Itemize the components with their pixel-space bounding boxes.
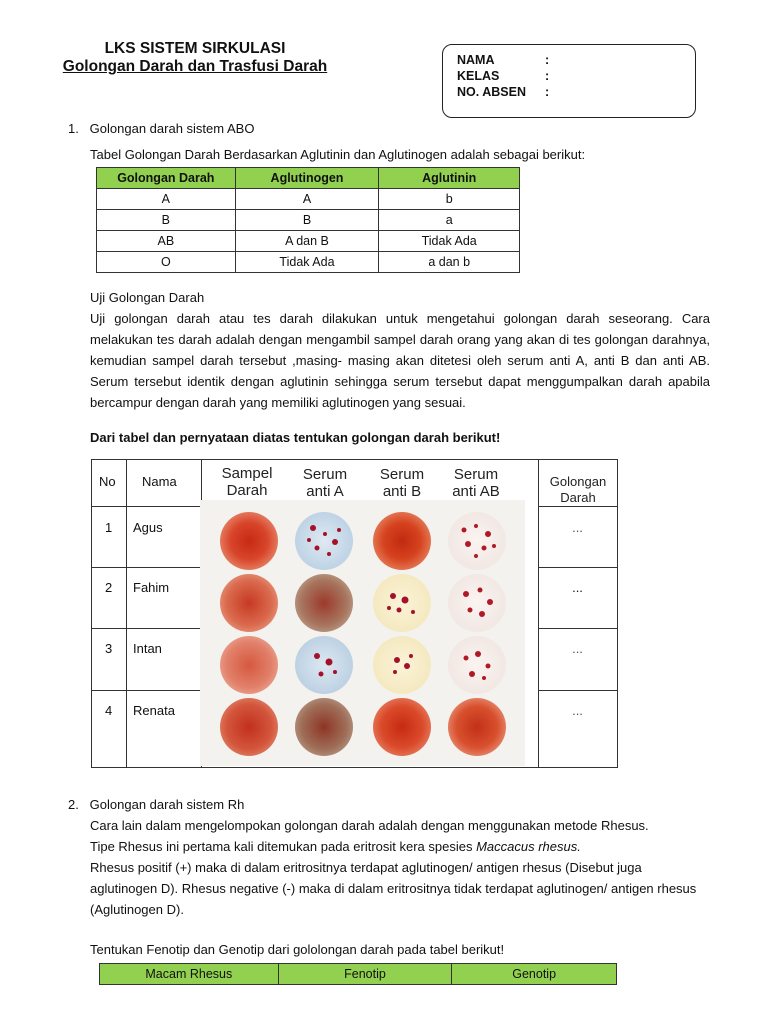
header-line: Sampel: [221, 465, 273, 482]
clump-dots-icon: [373, 636, 431, 694]
page-title: LKS SISTEM SIRKULASI: [104, 40, 286, 57]
row-divider: [538, 567, 617, 568]
table-cell: A: [97, 189, 236, 210]
sample-drop-icon: [220, 574, 278, 632]
header-line: Golongan: [549, 474, 607, 489]
answer-blank[interactable]: ...: [572, 580, 583, 595]
table-cell: O: [97, 252, 236, 273]
identity-colon: :: [545, 53, 550, 67]
header-line: anti A: [306, 483, 344, 500]
identity-box: [442, 44, 696, 118]
section2-instruction: Tentukan Fenotip dan Genotip dari gololongan darah pada tabel berikut!: [90, 942, 505, 957]
test-paragraph: Uji golongan darah atau tes darah dilakukan untuk mengetahui golongan darah seseorang. Cara melakukan tes darah adalah dengan mengambil sampel darah orang yang akan di tes golongan darahnya, kemudian sampel darah tersebut ,masing- masing akan ditetesi oleh serum anti A, anti B dan anti AB. Serum tersebut identik dengan aglutinin sehingga serum tersebut dapat menggumpalkan darah apabila bercampur dengan darah yang memiliki aglutinogen yang sesuai.: [90, 311, 710, 410]
clump-dots-icon: [448, 512, 506, 570]
table-cell: a dan b: [379, 252, 520, 273]
answer-blank[interactable]: ...: [572, 641, 583, 656]
anti-b-agglutinated-icon: [373, 574, 431, 632]
identity-colon: :: [545, 69, 550, 83]
identity-colon: :: [545, 85, 550, 99]
identity-row-absen: [443, 85, 695, 101]
sample-drop-icon: [220, 512, 278, 570]
species-name: Maccacus rhesus.: [476, 839, 581, 854]
header-line: anti AB: [452, 483, 500, 500]
rhesus-line2-text: Tipe Rhesus ini pertama kali ditemukan pada eritrosit kera spesies: [90, 839, 477, 854]
col-header-anti-a: [284, 466, 366, 500]
row-divider: [92, 567, 201, 568]
clump-dots-icon: [373, 574, 431, 632]
table-row: [97, 210, 520, 231]
rhesus-table-header: [100, 964, 617, 985]
abo-header-cell: Aglutinin: [379, 168, 520, 189]
anti-a-agglutinated-icon: [295, 636, 353, 694]
abo-table-header: [97, 168, 520, 189]
col-header-sampel: [206, 465, 288, 499]
sample-drop-icon: [220, 636, 278, 694]
header-line: Darah: [560, 490, 596, 505]
rhesus-header-cell: Macam Rhesus: [100, 964, 279, 985]
row-divider: [92, 506, 201, 507]
clump-dots-icon: [295, 512, 353, 570]
rhesus-header-cell: Genotip: [452, 964, 617, 985]
anti-a-agglutinated-icon: [295, 512, 353, 570]
identity-label: NO. ABSEN: [457, 85, 526, 99]
col-header-anti-ab: [435, 466, 517, 500]
table-row: [97, 231, 520, 252]
col-header-golongan: [540, 474, 616, 506]
col-header-anti-b: [361, 466, 443, 500]
row-name: Fahim: [133, 580, 170, 595]
row-divider: [538, 506, 617, 507]
row-divider: [92, 690, 201, 691]
table-cell: a: [379, 210, 520, 231]
anti-a-drop-icon: [295, 698, 353, 756]
header-line: Serum: [379, 466, 425, 483]
rhesus-line1: Cara lain dalam mengelompokan golongan darah adalah dengan menggunakan metode Rhesus.: [90, 818, 649, 833]
section1-instruction: Dari tabel dan pernyataan diatas tentukan golongan darah berikut!: [90, 430, 501, 445]
header-line: anti B: [382, 483, 422, 500]
row-number: 2: [105, 580, 113, 595]
identity-row-nama: [443, 53, 695, 69]
identity-label: KELAS: [457, 69, 500, 83]
row-name: Intan: [133, 641, 162, 656]
header-line: Darah: [226, 482, 268, 499]
abo-header-cell: Golongan Darah: [97, 168, 236, 189]
row-divider: [538, 690, 617, 691]
table-cell: Tidak Ada: [379, 231, 520, 252]
answer-blank[interactable]: ...: [572, 703, 583, 718]
table-cell: A: [235, 189, 379, 210]
rhesus-table: [99, 963, 617, 985]
table-cell: B: [97, 210, 236, 231]
row-number: 3: [105, 641, 113, 656]
anti-ab-agglutinated-icon: [448, 512, 506, 570]
rhesus-paragraph: Rhesus positif (+) maka di dalam eritrositnya terdapat aglutinogen/ antigen rhesus (Disebut juga aglutinogen D). Rhesus negative (-) maka di dalam eritrositnya tidak terdapat aglutinogen/ antigen rhesus (Aglutinogen D).: [90, 860, 697, 917]
sample-drop-icon: [220, 698, 278, 756]
clump-dots-icon: [448, 574, 506, 632]
table-cell: AB: [97, 231, 236, 252]
rhesus-line2: [90, 836, 581, 857]
anti-a-drop-icon: [295, 574, 353, 632]
table-cell: B: [235, 210, 379, 231]
row-name: Agus: [133, 520, 163, 535]
row-number: 4: [105, 703, 113, 718]
row-divider: [92, 628, 201, 629]
table-row: [97, 189, 520, 210]
anti-b-drop-icon: [373, 512, 431, 570]
abo-table: [96, 167, 520, 273]
abo-header-cell: Aglutinogen: [235, 168, 379, 189]
section1-heading: 1. Golongan darah sistem ABO: [68, 121, 255, 136]
col-header-nama: Nama: [142, 474, 177, 489]
table-cell: A dan B: [235, 231, 379, 252]
row-divider: [538, 628, 617, 629]
blood-sample-photo: [200, 500, 525, 766]
anti-b-agglutinated-icon: [373, 636, 431, 694]
anti-ab-drop-icon: [448, 698, 506, 756]
test-title: Uji Golongan Darah: [90, 290, 205, 305]
header-line: Serum: [302, 466, 348, 483]
row-number: 1: [105, 520, 113, 535]
identity-label: NAMA: [457, 53, 495, 67]
row-name: Renata: [133, 703, 175, 718]
section2-heading: 2. Golongan darah sistem Rh: [68, 797, 245, 812]
table-row: [97, 252, 520, 273]
anti-b-drop-icon: [373, 698, 431, 756]
header-line: Serum: [453, 466, 499, 483]
page-subtitle: Golongan Darah dan Trasfusi Darah: [62, 58, 328, 75]
table-cell: Tidak Ada: [235, 252, 379, 273]
col-header-no: No: [99, 474, 116, 489]
anti-ab-agglutinated-icon: [448, 574, 506, 632]
identity-row-kelas: [443, 69, 695, 85]
clump-dots-icon: [295, 636, 353, 694]
clump-dots-icon: [448, 636, 506, 694]
anti-ab-agglutinated-icon: [448, 636, 506, 694]
rhesus-header-cell: Fenotip: [278, 964, 452, 985]
table-cell: b: [379, 189, 520, 210]
abo-table-intro: Tabel Golongan Darah Berdasarkan Aglutinin dan Aglutinogen adalah sebagai berikut:: [90, 147, 586, 162]
answer-blank[interactable]: ...: [572, 520, 583, 535]
